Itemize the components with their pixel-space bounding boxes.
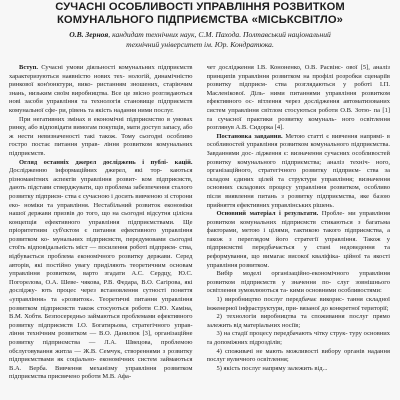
review-text: Дослідженню інформаційних джерел, які тор- каються різноманітних аспектів управління розвит- ком підприємств, дають підстави стверджувати, що проблема забезпечення сталого розвитку підприєм- ства є сучасною і досить вивченою зі сторони еко- номіки та управління. Нестабільний розвиток економіки нашої держави призвів до того, що на сьогодні відсутня цілісна концепція ефективного управління підприємствами. Ще пріоритетним суб'єктом є питання ефективного управління розвитком ко- мунальних підприємств, передумовами сьогодні стоїть відповідальність міст — посилення роботі підприєм- ства, відбувається проблема економічного розвитку держави. Серед авторів, які постійно увагу приділяють теоретичним основам управління розвитком, варто згадати А.С. Сердцу, Ю.С. Погорелова, О.А. Шеве- чякова, Р.В. Федара, В.О. Сагірова, які досліджу- ють процес через встановлення сутності поняття «управління» та «розвиток». Теоретичні питання управління розвитком підприємств також стосуються роботи С.Ю. Хаміна, В.М. Хобтя. Безпосередньо займаються проблемами ефективного розвитку підприємств І.О. Богатирьова, стратегічного управ- ління технічним розвитком — В.О. Данилюк [3], організаційне розвитку підприємства — Л.А. Швецова, проблемою обслуговування житла — Ж.В. Семчук, створеннями з розвитку підприємствами як соціально- економічних систем займаються В.А. Верба. Вивчення механізму управління розвитком підприємства присвячено роботи М.В. Афа-: [9, 167, 193, 381]
author-lead: О.В. Зерноя: [69, 30, 109, 39]
list-item: 4) споживачі не мають можливості вибору органів надання послуг вуличного освітлення;: [206, 347, 390, 364]
left-column: [9, 64, 193, 400]
author-affiliation: технічний університет ім. Юр. Кондратюка.: [126, 39, 274, 49]
main-heading: Основний матеріал і результати.: [216, 210, 319, 218]
intro-heading: Вступ.: [19, 64, 38, 71]
task-heading: Постановка завдання.: [216, 132, 283, 140]
review-heading: Огляд останніх джерел досліджень і публі- кацій.: [19, 158, 193, 166]
right-paragraph-1: чет дослідження І.В. Кононенко, О.В. Расвінс- ової [5], аналіз принципів управління розвитком на профілі розробки сценаріїв розвитку підприєм- ства розглядаються у роботі І.П. Масленікової. Діль- ними питаннями управління розвитком ефективного ос- вітлення через дослідження автоматизованих систем управління світлом стосуються роботи О.В. Зотю- па [1] та сучасної практики розвитку комуналь- ного освітлення розглянув А.В. Сидорка [4].: [206, 64, 390, 132]
list-item: 2) технологія виробництва та споживання послуг прямо залежить від матеріальних носіїв;: [206, 313, 390, 329]
intro-text: Сучасні умови діяльності комунальних підприємств характеризуються наявністю нових тех- нологій, динамічністю ринкової кон'юнктури, вико- ристанням зношених, старіючим знань, низьким своїм виробництва. Все це звісно розглядаються нові засоби управління та технологія становище підприємств комунальної сфе- ри, рівень та якість надання ними послуг.: [9, 64, 193, 114]
article-title: [0, 0, 400, 27]
author-block: [0, 30, 400, 49]
list-item: 3) на стадії процесу передбачають чітку струк- туру основних та допоміжних підрозділів;: [206, 330, 390, 346]
list-item: 1) виробництво послуг передбачає викорис- тання складної інженерної інфраструктури, при- вязаної до конкретної території;: [206, 296, 390, 312]
paragraph-2: При негативних змінах в економічні підприємство в умовах ринку, або відповідати вимогам покупців, мати доступ запасу, або ж нести невизначеності такі також. Тому сьогодні особливо гостро постає питання управ- ління розвитком комунальних підприємств.: [9, 115, 193, 157]
article-body: [9, 64, 390, 400]
main-paragraph: [207, 210, 391, 270]
right-paragraph-4: Вибір моделі організаційно-економічного управління розвитком підприємств у значення по- слуг зовнішнього освітлення зумовлюються та- кими основними особливостями:: [206, 270, 390, 295]
features-list: [207, 296, 391, 373]
author-names: [0, 30, 400, 40]
title-line-1: СУЧАСНІ ОСОБЛИВОСТІ УПРАВЛІННЯ РОЗВИТКОМ: [55, 1, 345, 13]
main-text: Пробле- ми управління розвитком комунальних підприємств стикаються з багатьма факторами, метою і цілями, тактикою такого підприємства, а також з переглядом його стратегії управління. Також у підприємстві передбачається у стані недоведення та реформування, що вимагає високої кваліфіка- ційної та якості управління розвитком.: [206, 210, 390, 269]
title-line-2: КОМУНАЛЬНОГО ПІДПРИЄМСТВА «МІСЬКСВІТЛО»: [56, 14, 343, 26]
author-rest: , кандидат технічних наук, С.М. Пахода. Полтавський національний: [108, 30, 331, 39]
review-paragraph: [9, 159, 193, 382]
list-item: 5) якість послуг напряму залежить від...: [216, 364, 328, 372]
task-paragraph: [207, 133, 391, 210]
right-column: [207, 64, 391, 400]
intro-paragraph: [9, 64, 193, 116]
task-text: Метою статті є вивчення напрямі- в особливостей управління розвитком комунального підприємства. Завданнями дос- лідження є: визначення сучасних особливостей розвитку комунального підприємства; аналіз техніч- ного, організаційного, стратегічного розвитку підприєм- ства за складом єдиних цілей та структури управління; визначення основних складових процесу управління розвитком, особливо після виявлення питань з розвитку підприємства, яке базою прийняття ефективних управлінських рішень.: [206, 132, 390, 209]
